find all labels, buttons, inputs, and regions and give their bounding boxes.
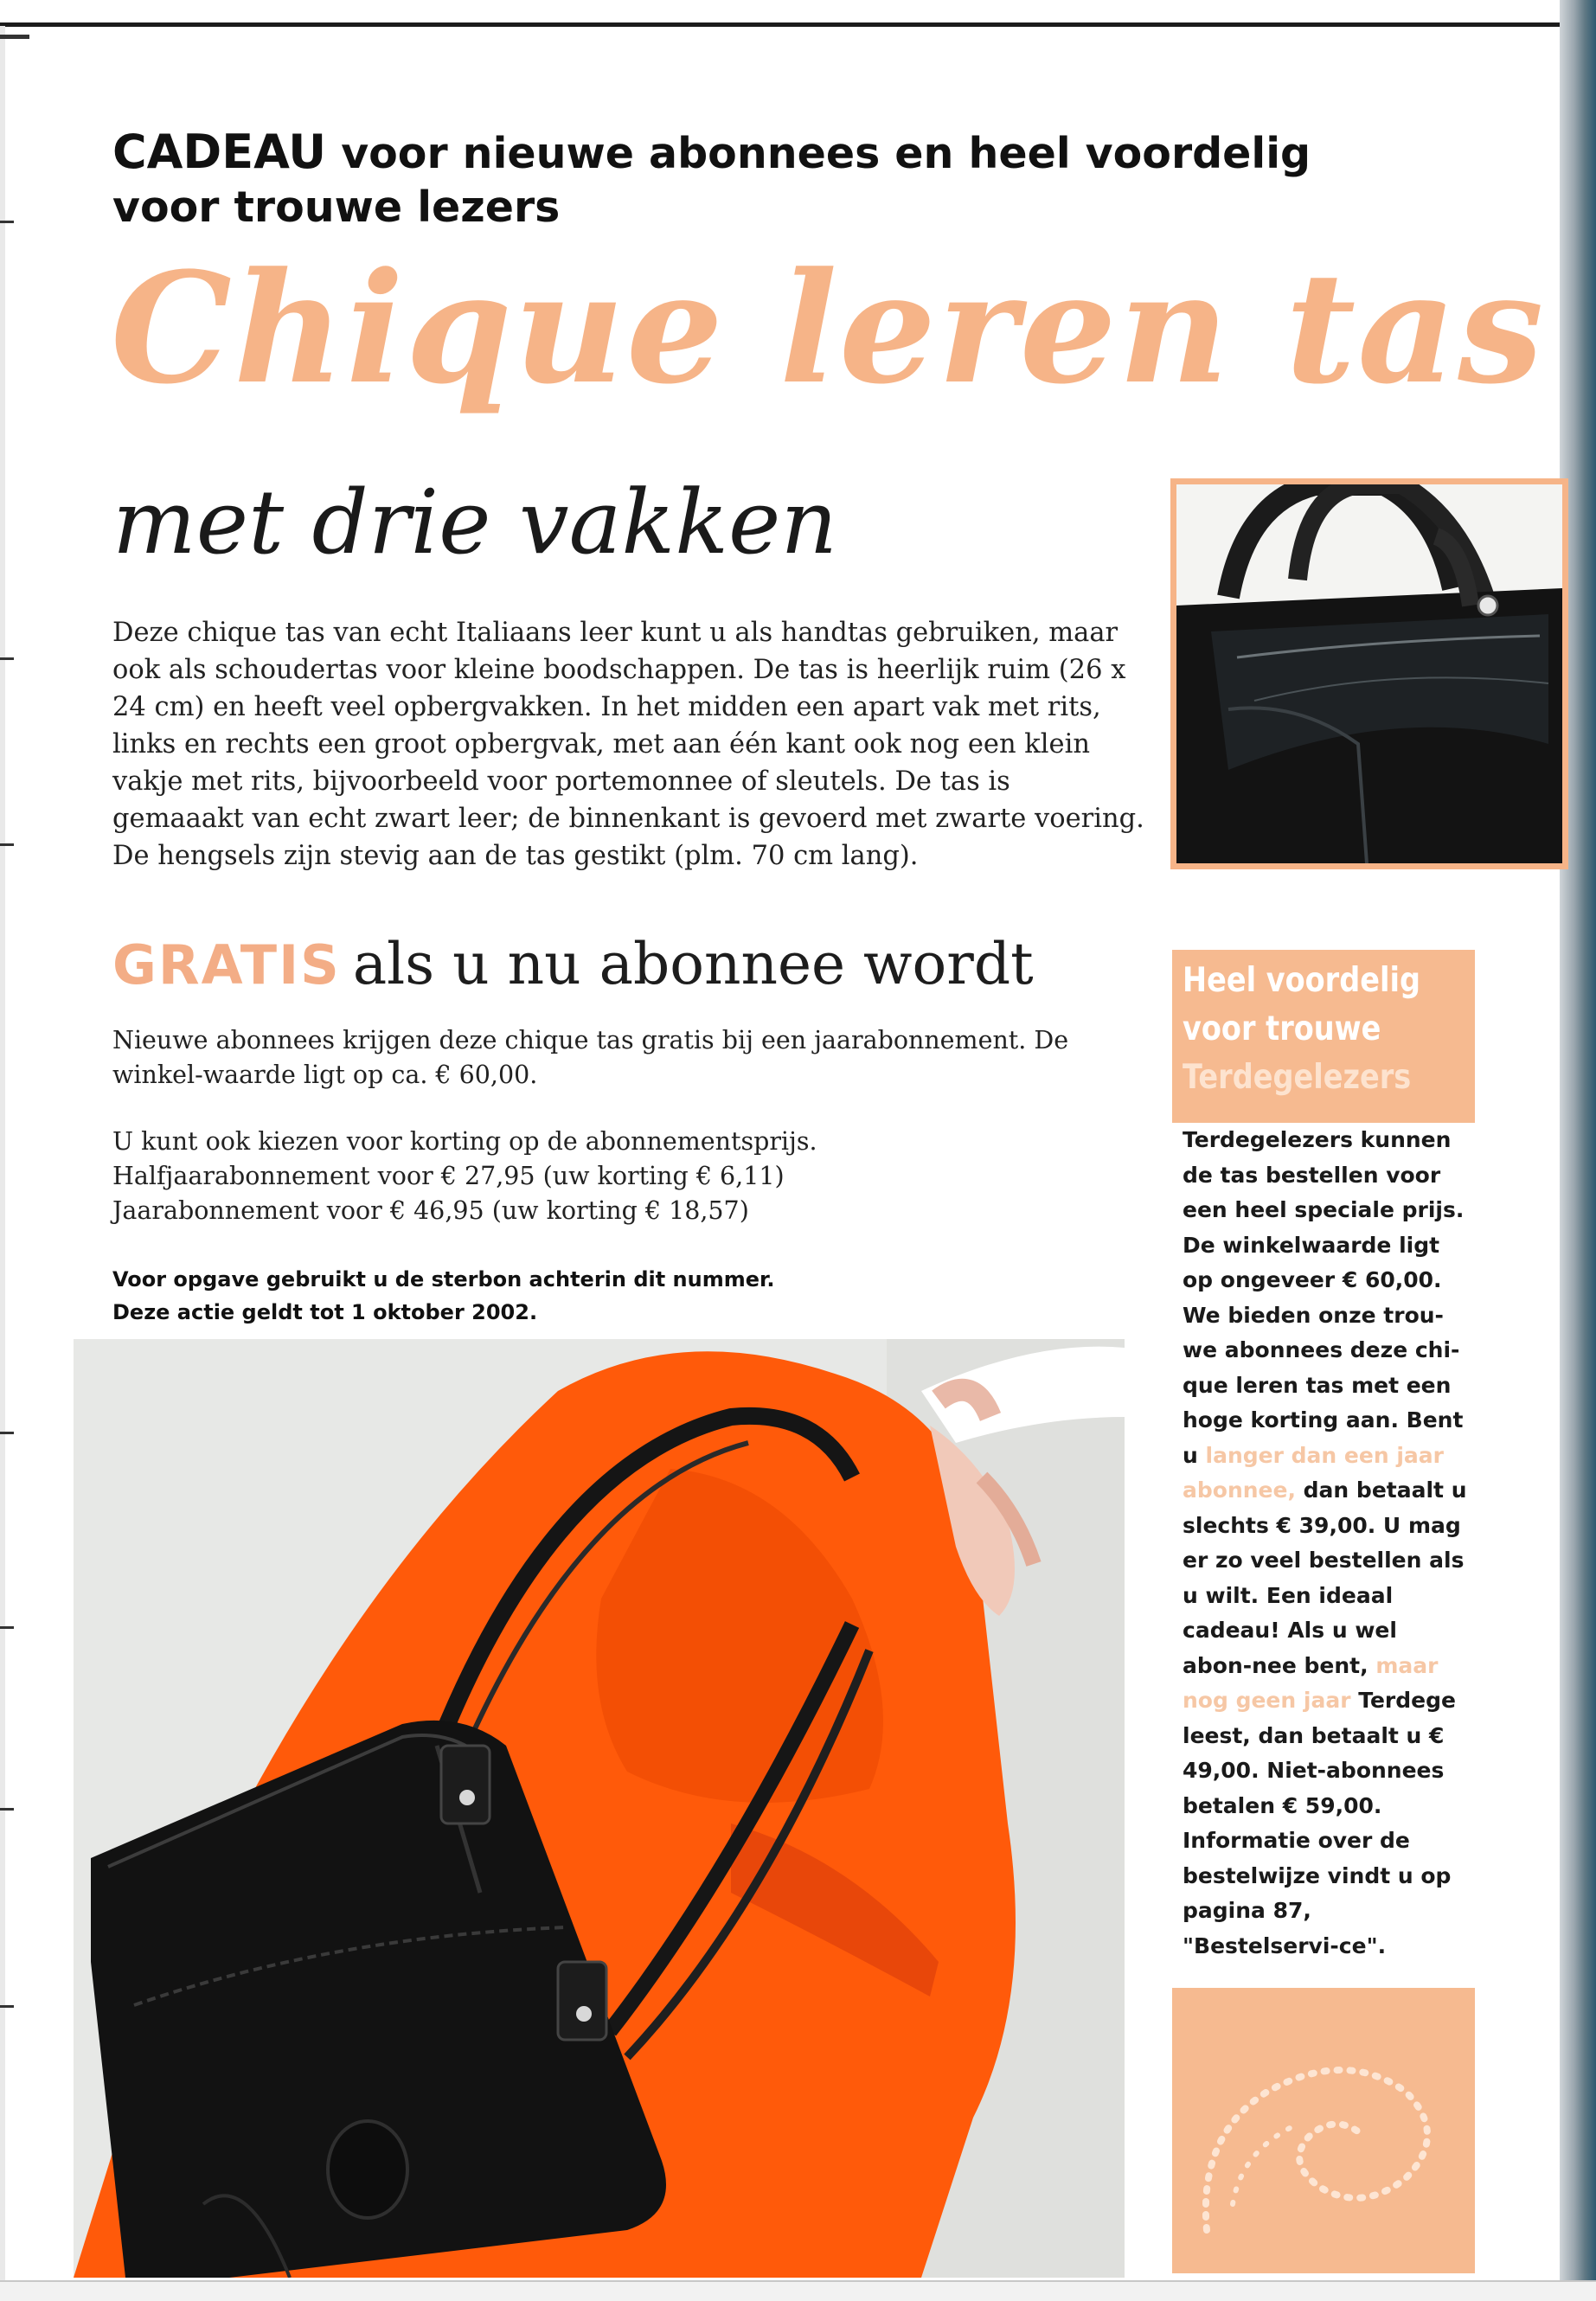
bag-closeup-illustration [1176,484,1562,863]
gratis-word: GRATIS [112,933,341,997]
subscriber-offer-heading [1183,957,1428,1102]
offer-text: dan betaalt u slechts € 39,00. U mag er zo veel bestellen als u wilt. Een ideaal cadeau! Als u wel abon-nee bent, [1183,1477,1467,1678]
offer-heading-line: voor trouwe [1183,1009,1381,1048]
gratis-heading [112,926,1034,1004]
crop-mark [0,221,14,223]
price-options [112,1125,1151,1228]
crop-mark [0,657,14,660]
half-year-price: Halfjaarabonnement voor € 27,95 (uw korting € 6,11) [112,1162,785,1190]
page-title: Chique leren tas [111,239,1546,418]
swirl-decoration [1189,2031,1458,2256]
kicker-heading [112,125,1367,234]
gratis-paragraph: Nieuwe abonnees krijgen deze chique tas gratis bij een jaarabonnement. De winkel-waarde ligt op ca. € 60,00. [112,1026,1069,1089]
offer-heading-line: Terdegelezers [1183,1058,1412,1097]
order-note-coupon: Voor opgave gebruikt u de sterbon achterin dit nummer. [112,1267,775,1292]
gratis-heading-rest: als u nu abonnee wordt [352,931,1034,997]
kicker-caps: CADEAU [112,125,327,179]
offer-text: Terdege leest, dan betaalt u € 49,00. Niet-abonnees betalen € 59,00. [1183,1688,1456,1818]
bag-closeup-photo [1170,478,1568,869]
offer-highlight: langer dan een jaar abonnee, [1183,1442,1444,1503]
order-note-deadline: Deze actie geldt tot 1 oktober 2002. [112,1300,538,1324]
crop-mark [0,1808,14,1811]
order-info: Informatie over de bestelwijze vindt u op pagina 87, "Bestelservi-ce". [1183,1828,1452,1958]
subscriber-offer-text [1172,1123,1475,1988]
price-options-intro: U kunt ook kiezen voor korting op de abonnementsprijs. [112,1127,817,1156]
page-bottom-edge [0,2280,1596,2301]
crop-mark [0,1432,14,1434]
bag-shoulder-illustration [74,1339,1125,2278]
crop-mark [0,35,29,39]
subscriber-offer-box [1172,950,1475,2273]
offer-highlight: maar nog geen jaar [1183,1652,1439,1713]
offer-heading-line: Heel voordelig [1183,961,1420,1000]
kicker-rest: voor nieuwe abonnees en heel voordelig voor trouwe lezers [112,129,1311,232]
crop-mark [0,843,14,846]
page-right-edge [1560,0,1596,2301]
page-left-edge [0,26,5,2292]
year-price: Jaarabonnement voor € 46,95 (uw korting € 18,57) [112,1196,749,1225]
order-notes [112,1263,977,1329]
crop-mark [0,2005,14,2008]
page-top-edge [0,0,1596,27]
crop-mark [0,1626,14,1629]
page-subtitle: met drie vakken [112,471,838,574]
intro-paragraph: Deze chique tas van echt Italiaans leer kunt u als handtas gebruiken, maar ook als schoudertas voor kleine boodschappen. De tas is heerlijk ruim (26 x 24 cm) en heeft veel opbergvakken. In het midden een apart vak met rits, links en rechts een groot opbergvak, met aan één kant ook nog een klein vakje met rits, bijvoorbeeld voor portemonnee of sleutels. De tas is gemaaakt van echt zwart leer; de binnenkant is gevoerd met zwarte voering. De hengsels zijn stevig aan de tas gestikt (plm. 70 cm lang). [112,618,1144,871]
offer-text: Terdegelezers kunnen de tas bestellen voor een heel speciale prijs. De winkelwaarde ligt op ongeveer € 60,00. We bieden onze trou-we abonnees deze chi-que leren tas met een hoge korting aan. Bent u [1183,1127,1465,1468]
bag-shoulder-photo [74,1339,1125,2278]
